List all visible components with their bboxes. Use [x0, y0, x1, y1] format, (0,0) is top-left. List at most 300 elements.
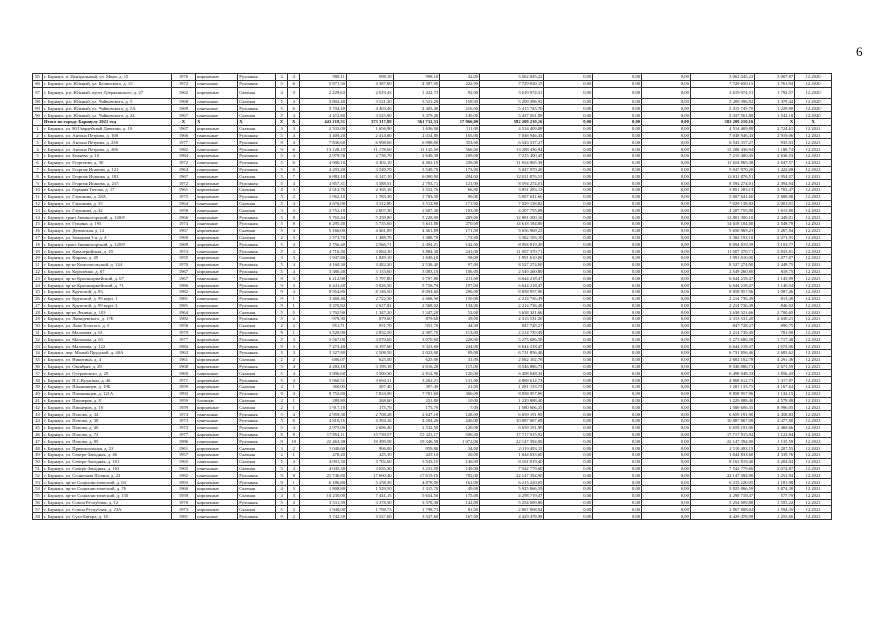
cell-address: г. Барнаул, ул. Крупской, д. 93 [42, 288, 171, 295]
cell-roof-type: Рулонная [238, 377, 276, 384]
cell-unit-cost: 1 251,94 [755, 472, 795, 479]
cell-residents: 103,00 [440, 207, 480, 214]
cell-entrances: 4 [288, 139, 300, 146]
cell-address: г. Барнаул, ул. Попова, д. 38 [42, 418, 171, 425]
cell-floors: 5 [275, 261, 287, 268]
cell-wall-material: кирпичные [196, 350, 238, 357]
cell-residential-area-owned: 2 607,30 [393, 207, 440, 214]
cell-unit-cost: 2 647,57 [755, 159, 795, 166]
cell-regional-funds: 0,00 [593, 506, 642, 513]
cell-address: г. Барнаул, ул. Крупской, д. 99 корп. 1 [42, 295, 171, 302]
cell-residential-area: 3 702,60 [346, 458, 393, 465]
cell-regional-funds: 0,00 [593, 404, 642, 411]
cell-total-cost: 2 682 102,78 [480, 356, 544, 363]
table-row [33, 322, 832, 329]
cell-residential-area-owned: 625,00 [393, 356, 440, 363]
cell-residential-area: 2 019,43 [346, 87, 393, 98]
cell-wall-material: кирпичные [196, 309, 238, 316]
cell-total-cost: 1 580 606,35 [480, 404, 544, 411]
cell-residents: 89,00 [440, 350, 480, 357]
cell-year-built: 1977 [171, 336, 195, 343]
cell-regional-funds: 0,00 [593, 214, 642, 221]
cell-roof-type: Скатная [238, 404, 276, 411]
cell-roof-type: Рулонная [238, 295, 276, 302]
cell-residential-area-owned: 1 849,10 [393, 254, 440, 261]
cell-year-built: 1969 [171, 105, 195, 112]
cell-row-number: 23 [33, 275, 43, 282]
cell-regional-funds: 0,00 [593, 329, 642, 336]
cell-row-number: 48 [33, 445, 43, 452]
cell-total-area: 2 975,00 [300, 424, 347, 431]
cell-roof-type: Скатная [238, 322, 276, 329]
cell-total-cost: 7 542 779,60 [480, 465, 544, 472]
table-row [33, 139, 832, 146]
cell-residential-area-owned: 1 315,70 [393, 486, 440, 493]
cell-residents: 353,00 [440, 139, 480, 146]
cell-completion-date: 12.2021 [795, 452, 832, 459]
cell-entrances: 6 [288, 166, 300, 173]
cell-completion-date: 12.2021 [795, 411, 832, 418]
cell-residential-area-owned: 4 284,26 [393, 418, 440, 425]
cell-total-area: 7 272,40 [300, 343, 347, 350]
cell-total-cost: 6 644 218,47 [480, 282, 544, 289]
cell-residents: 149,00 [440, 112, 480, 119]
cell-address: г. Барнаул, пр-кт Красноармейский, д. 71 [42, 282, 171, 289]
cell-owners-funds: 5 007 641,66 [690, 193, 754, 200]
cell-residents: 566,00 [440, 146, 480, 153]
cell-completion-date: 12.2021 [795, 295, 832, 302]
cell-roof-type: Рулонная [238, 499, 276, 506]
cell-owners-funds: 12 011 876,51 [690, 173, 754, 180]
cell-owners-funds: 8 094 819,39 [690, 241, 754, 248]
cell-total-area: 289,80 [300, 397, 347, 404]
cell-municipal-funds: 0,00 [642, 261, 691, 268]
cell-residential-area: 3 133,60 [346, 268, 393, 275]
table-row [33, 343, 832, 350]
cell-owners-funds: 3 638 321,66 [690, 309, 754, 316]
cell-municipal-funds: 0,00 [642, 390, 691, 397]
cell-year-built: 1973 [171, 424, 195, 431]
cell-federal-funds: 0,00 [544, 295, 593, 302]
cell-owners-funds: 5 437 561,88 [690, 112, 754, 119]
cell-regional-funds: 0,00 [593, 159, 642, 166]
cell-completion-date: 12.2021 [795, 472, 832, 479]
cell-entrances: 4 [288, 424, 300, 431]
cell-residential-area: 2 617,82 [346, 302, 393, 309]
cell-residential-area-owned: 2 568,02 [393, 302, 440, 309]
cell-row-number: 90 [33, 112, 43, 119]
cell-wall-material: кирпичные [196, 499, 238, 506]
cell-total-cost: 4 207 755,08 [480, 207, 544, 214]
table-row [33, 465, 832, 472]
cell-address: г. Барнаул, ул. Попова, д. 34 [42, 411, 171, 418]
cell-roof-type: Рулонная [238, 139, 276, 146]
cell-federal-funds: 0,00 [544, 139, 593, 146]
cell-row-number: 50 [33, 458, 43, 465]
cell-municipal-funds: 0,00 [642, 139, 691, 146]
cell-year-built: 1973 [171, 418, 195, 425]
table-row [33, 486, 832, 493]
cell-entrances: X [288, 118, 300, 125]
table-row [33, 438, 832, 445]
cell-total-cost: 8 594 274,01 [480, 180, 544, 187]
cell-residential-area-owned: 19 346,58 [393, 438, 440, 445]
cell-residential-area: 4 403,40 [346, 105, 393, 112]
cell-total-area: 13 128,10 [300, 146, 347, 153]
cell-entrances: 8 [288, 472, 300, 479]
cell-owners-funds: 5 209 396,92 [690, 98, 754, 105]
cell-residential-area: 5 826,50 [346, 282, 393, 289]
cell-total-cost: 5 415 745,70 [480, 105, 544, 112]
cell-residents: 158,00 [440, 98, 480, 105]
cell-residential-area-owned: 5 654,50 [393, 492, 440, 499]
cell-federal-funds: 0,00 [544, 241, 593, 248]
cell-owners-funds: 4 298 719,47 [690, 492, 754, 499]
cell-federal-funds: 0,00 [544, 452, 593, 459]
cell-entrances: 6 [288, 80, 300, 87]
cell-federal-funds: 0,00 [544, 275, 593, 282]
cell-completion-date: 12.2021 [795, 275, 832, 282]
cell-municipal-funds: 0,00 [642, 350, 691, 357]
cell-residential-area-owned: 3 070,60 [393, 336, 440, 343]
cell-roof-type: Рулонная [238, 268, 276, 275]
cell-wall-material: кирпичные [196, 404, 238, 411]
cell-address: г. Барнаул, ул. Глушкова, д. 35 [42, 200, 171, 207]
cell-entrances: 3 [288, 87, 300, 98]
cell-residential-area-owned: 5 758,70 [393, 282, 440, 289]
cell-entrances: 4 [288, 377, 300, 384]
cell-total-area: 3 742,50 [300, 513, 347, 520]
cell-floors: 5 [275, 200, 287, 207]
table-row [33, 200, 832, 207]
cell-completion-date: 12.2021 [795, 282, 832, 289]
cell-residential-area: 3 521,20 [346, 98, 393, 105]
cell-row-number: 57 [33, 506, 43, 513]
cell-unit-cost: 4 167,64 [755, 384, 795, 391]
cell-total-cost: 5 925 866,59 [480, 486, 544, 493]
cell-completion-date: 12.2020 [795, 112, 832, 119]
cell-municipal-funds: 0,00 [642, 125, 691, 132]
cell-roof-type: Скатная [238, 458, 276, 465]
cell-address: г. Барнаул, пр-кт Социалистический, д. 63 [42, 479, 171, 486]
cell-entrances: 2 [288, 193, 300, 200]
cell-year-built: 1961 [171, 356, 195, 363]
cell-regional-funds: 0,00 [593, 445, 642, 452]
cell-total-area: 443 218,51 [300, 118, 347, 125]
cell-year-built: 1968 [171, 98, 195, 105]
cell-total-cost: 22 147 394,90 [480, 472, 544, 479]
cell-wall-material: кирпичные [196, 268, 238, 275]
cell-entrances: 4 [288, 411, 300, 418]
cell-entrances: 1 [288, 329, 300, 336]
cell-residential-area-owned: 1 347,20 [393, 309, 440, 316]
cell-unit-cost: 1 792,57 [755, 87, 795, 98]
cell-row-number: 41 [33, 397, 43, 404]
cell-residential-area-owned: 5 323,60 [393, 343, 440, 350]
table-row [33, 350, 832, 357]
cell-address: г. Барнаул, ул. Северо-Западная, д. 46 [42, 452, 171, 459]
cell-owners-funds: 8 858 957,96 [690, 288, 754, 295]
cell-address: г. Барнаул, ул. Крупской, д. 99 корп. 2 [42, 302, 171, 309]
cell-address: г. Барнаул, ул. Глушкова, д. 28А [42, 193, 171, 200]
cell-completion-date: 12.2021 [795, 363, 832, 370]
cell-roof-type: Скатная [238, 309, 276, 316]
cell-entrances: 4 [288, 458, 300, 465]
cell-municipal-funds: 0,00 [642, 241, 691, 248]
table-row [33, 180, 832, 187]
cell-entrances: 3 [288, 254, 300, 261]
cell-regional-funds: 0,00 [593, 397, 642, 404]
cell-wall-material: панельные [196, 418, 238, 425]
cell-residents: 20,00 [440, 452, 480, 459]
cell-total-area: 4 810,16 [300, 418, 347, 425]
cell-row-number: 2 [33, 132, 43, 139]
cell-residents: 34,00 [440, 445, 480, 452]
cell-roof-type: Рулонная [238, 146, 276, 153]
cell-federal-funds: 0,00 [544, 363, 593, 370]
cell-roof-type: Рулонная [238, 350, 276, 357]
cell-completion-date: 12.2021 [795, 506, 832, 513]
cell-municipal-funds: 0,00 [642, 166, 691, 173]
cell-federal-funds: 0,00 [544, 214, 593, 221]
cell-floors: 5 [275, 465, 287, 472]
cell-total-area: 21 746,80 [300, 472, 347, 479]
cell-municipal-funds: 0,00 [642, 465, 691, 472]
cell-row-number [33, 118, 43, 125]
cell-municipal-funds: 0,00 [642, 322, 691, 329]
cell-address: г. Барнаул, р.п. Южный, ул. Чайковского, д. 5А [42, 105, 171, 112]
cell-row-number: 25 [33, 288, 43, 295]
cell-floors: 2 [275, 452, 287, 459]
cell-entrances: 3 [288, 350, 300, 357]
table-row [33, 214, 832, 221]
cell-roof-type: Рулонная [238, 105, 276, 112]
cell-regional-funds: 0,00 [593, 363, 642, 370]
cell-federal-funds: 0,00 [544, 492, 593, 499]
cell-wall-material: кирпичные [196, 152, 238, 159]
table-row [33, 506, 832, 513]
cell-total-cost: 847 728,27 [480, 322, 544, 329]
cell-roof-type: Скатная [238, 125, 276, 132]
cell-regional-funds: 0,00 [593, 479, 642, 486]
cell-address: г. Барнаул, р.п. Южный, пр-кт Дзержинского, д. 27 [42, 87, 171, 98]
cell-total-cost: 1 844 833,60 [480, 452, 544, 459]
cell-completion-date: 12.2021 [795, 356, 832, 363]
cell-unit-cost: 3 067,87 [755, 74, 795, 81]
cell-total-area: 3 804,40 [300, 98, 347, 105]
cell-residential-area: 2 165,16 [346, 186, 393, 193]
cell-year-built: 1961 [171, 186, 195, 193]
cell-federal-funds: 0,00 [544, 438, 593, 445]
cell-federal-funds: 0,00 [544, 166, 593, 173]
cell-municipal-funds: 0,00 [642, 234, 691, 241]
cell-residential-area-owned: 2 387,70 [393, 329, 440, 336]
cell-floors: 2 [275, 234, 287, 241]
cell-residential-area-owned: 2 703,71 [393, 180, 440, 187]
cell-total-area: 5 166,00 [300, 227, 347, 234]
cell-completion-date: 12.2021 [795, 302, 832, 309]
cell-entrances: 4 [288, 241, 300, 248]
cell-owners-funds: 22 147 394,90 [690, 438, 754, 445]
cell-floors: 9 [275, 343, 287, 350]
cell-owners-funds: 7 048 946,43 [690, 132, 754, 139]
cell-residential-area: 3 549,70 [346, 166, 393, 173]
cell-total-cost: 14 618 184,00 [480, 220, 544, 227]
table-row [33, 112, 832, 119]
cell-address: г. Барнаул, ул. Союза Республик, д. 23А [42, 506, 171, 513]
cell-municipal-funds: 0,00 [642, 329, 691, 336]
table-row [33, 390, 832, 397]
cell-residential-area: 3 527,60 [346, 513, 393, 520]
cell-wall-material: кирпичные [196, 343, 238, 350]
table-row [33, 384, 832, 391]
cell-total-area: 3 380,40 [300, 268, 347, 275]
cell-row-number: 37 [33, 370, 43, 377]
cell-federal-funds: 0,00 [544, 322, 593, 329]
cell-owners-funds: 1 991 610,00 [690, 254, 754, 261]
cell-federal-funds: 0,00 [544, 125, 593, 132]
cell-owners-funds: 8 546 886,73 [690, 363, 754, 370]
cell-owners-funds: 2 214 736,49 [690, 295, 754, 302]
cell-municipal-funds: 0,00 [642, 227, 691, 234]
cell-residents: 81,00 [440, 506, 480, 513]
cell-total-area: 5 765,44 [300, 214, 347, 221]
cell-year-built: 1993 [171, 479, 195, 486]
cell-municipal-funds: 0,00 [642, 397, 691, 404]
cell-residents: 211,00 [440, 275, 480, 282]
cell-completion-date: 12.2021 [795, 248, 832, 255]
cell-row-number: 31 [33, 329, 43, 336]
cell-entrances: 4 [288, 465, 300, 472]
cell-federal-funds: 0,00 [544, 200, 593, 207]
table-row [33, 424, 832, 431]
table-row [33, 479, 832, 486]
cell-floors: 5 [275, 458, 287, 465]
cell-address: г. Барнаул, пр-кт Комсомольский, д. 134 [42, 261, 171, 268]
cell-residential-area-owned: 3 512,80 [393, 200, 440, 207]
cell-floors: 9 [275, 329, 287, 336]
cell-row-number: 28 [33, 309, 43, 316]
cell-federal-funds: 0,00 [544, 234, 593, 241]
cell-floors: 5 [275, 105, 287, 112]
cell-unit-cost: 2 671,59 [755, 363, 795, 370]
cell-owners-funds: 13 288 436,94 [690, 146, 754, 153]
cell-entrances: 4 [288, 261, 300, 268]
cell-regional-funds: 0,00 [593, 438, 642, 445]
cell-entrances: 1 [288, 404, 300, 411]
cell-completion-date: 12.2021 [795, 152, 832, 159]
cell-floors: 5 [275, 152, 287, 159]
cell-wall-material: панельные [196, 370, 238, 377]
cell-wall-material: кирпичные [196, 492, 238, 499]
cell-unit-cost: 1 145,99 [755, 275, 795, 282]
cell-owners-funds: 11 007 370,71 [690, 248, 754, 255]
table-row [33, 316, 832, 323]
cell-total-cost: 5 209 396,92 [480, 98, 544, 105]
cell-unit-cost: 1 188,74 [755, 146, 795, 153]
cell-owners-funds: 5 656 969,23 [690, 227, 754, 234]
cell-floors: 2 [275, 404, 287, 411]
cell-wall-material: панельные [196, 132, 238, 139]
cell-floors: 5 [275, 220, 287, 227]
cell-regional-funds: 0,00 [593, 390, 642, 397]
cell-row-number: 30 [33, 322, 43, 329]
cell-completion-date: 12.2021 [795, 193, 832, 200]
cell-unit-cost: 1 072,06 [755, 343, 795, 350]
cell-total-cost: 8 527 274,00 [480, 261, 544, 268]
table-row [33, 513, 832, 520]
cell-unit-cost: 2 207,55 [755, 445, 795, 452]
cell-total-area: 3 567,00 [300, 336, 347, 343]
cell-total-area: 3 960,51 [300, 377, 347, 384]
cell-wall-material: панельные [196, 465, 238, 472]
cell-residential-area: 3 378,30 [346, 499, 393, 506]
cell-residential-area: 3 525,90 [346, 112, 393, 119]
cell-completion-date: 12.2021 [795, 486, 832, 493]
cell-federal-funds: 0,00 [544, 513, 593, 520]
cell-regional-funds: 0,00 [593, 98, 642, 105]
cell-wall-material: кирпичные [196, 241, 238, 248]
cell-regional-funds: 0,00 [593, 356, 642, 363]
cell-row-number: 32 [33, 336, 43, 343]
cell-owners-funds: 5 415 745,70 [690, 105, 754, 112]
cell-regional-funds: 0,00 [593, 486, 642, 493]
cell-residential-area: 5 797,80 [346, 275, 393, 282]
cell-municipal-funds: 0,00 [642, 288, 691, 295]
cell-total-cost: 3 638 321,66 [480, 309, 544, 316]
cell-wall-material: панельные [196, 166, 238, 173]
cell-wall-material: кирпичные [196, 390, 238, 397]
cell-roof-type: Скатная [238, 173, 276, 180]
cell-owners-funds: 582 209 210,16 [690, 118, 754, 125]
cell-wall-material: панельные [196, 98, 238, 105]
cell-unit-cost: 2 001,01 [755, 200, 795, 207]
cell-roof-type: Рулонная [238, 390, 276, 397]
cell-residential-area-owned: 5 228,00 [393, 214, 440, 221]
cell-residential-area: 2 722,50 [346, 295, 393, 302]
cell-residential-area: 3 512,80 [346, 200, 393, 207]
cell-unit-cost: 3 874,38 [755, 486, 795, 493]
cell-residents: 39,00 [440, 316, 480, 323]
cell-owners-funds: 6 498 048,33 [690, 370, 754, 377]
cell-year-built: 1966 [171, 132, 195, 139]
cell-residential-area-owned: 998,10 [393, 74, 440, 81]
cell-municipal-funds: 0,00 [642, 87, 691, 98]
cell-wall-material: кирпичные [196, 87, 238, 98]
cell-unit-cost: 890,75 [755, 322, 795, 329]
cell-floors: 5 [275, 350, 287, 357]
cell-address: г. Барнаул, ул. Гущина, д. 195 [42, 220, 171, 227]
cell-year-built: 1986 [171, 438, 195, 445]
cell-residents: 44,00 [440, 322, 480, 329]
cell-entrances: 2 [288, 248, 300, 255]
cell-regional-funds: 0,00 [593, 452, 642, 459]
cell-residents: 228,00 [440, 336, 480, 343]
cell-residential-area-owned: 15 323,17 [393, 431, 440, 438]
cell-year-built: 1967 [171, 173, 195, 180]
cell-wall-material: панельные [196, 146, 238, 153]
cell-owners-funds: 1 580 606,35 [690, 404, 754, 411]
cell-federal-funds: 0,00 [544, 152, 593, 159]
cell-roof-type: Рулонная [238, 180, 276, 187]
cell-municipal-funds: 0,00 [642, 452, 691, 459]
cell-municipal-funds: 0,00 [642, 492, 691, 499]
cell-completion-date: 12.2021 [795, 404, 832, 411]
cell-regional-funds: 0,00 [593, 132, 642, 139]
cell-municipal-funds: 0,00 [642, 200, 691, 207]
cell-residential-area-owned: 307,40 [393, 384, 440, 391]
cell-roof-type: Рулонная [238, 363, 276, 370]
